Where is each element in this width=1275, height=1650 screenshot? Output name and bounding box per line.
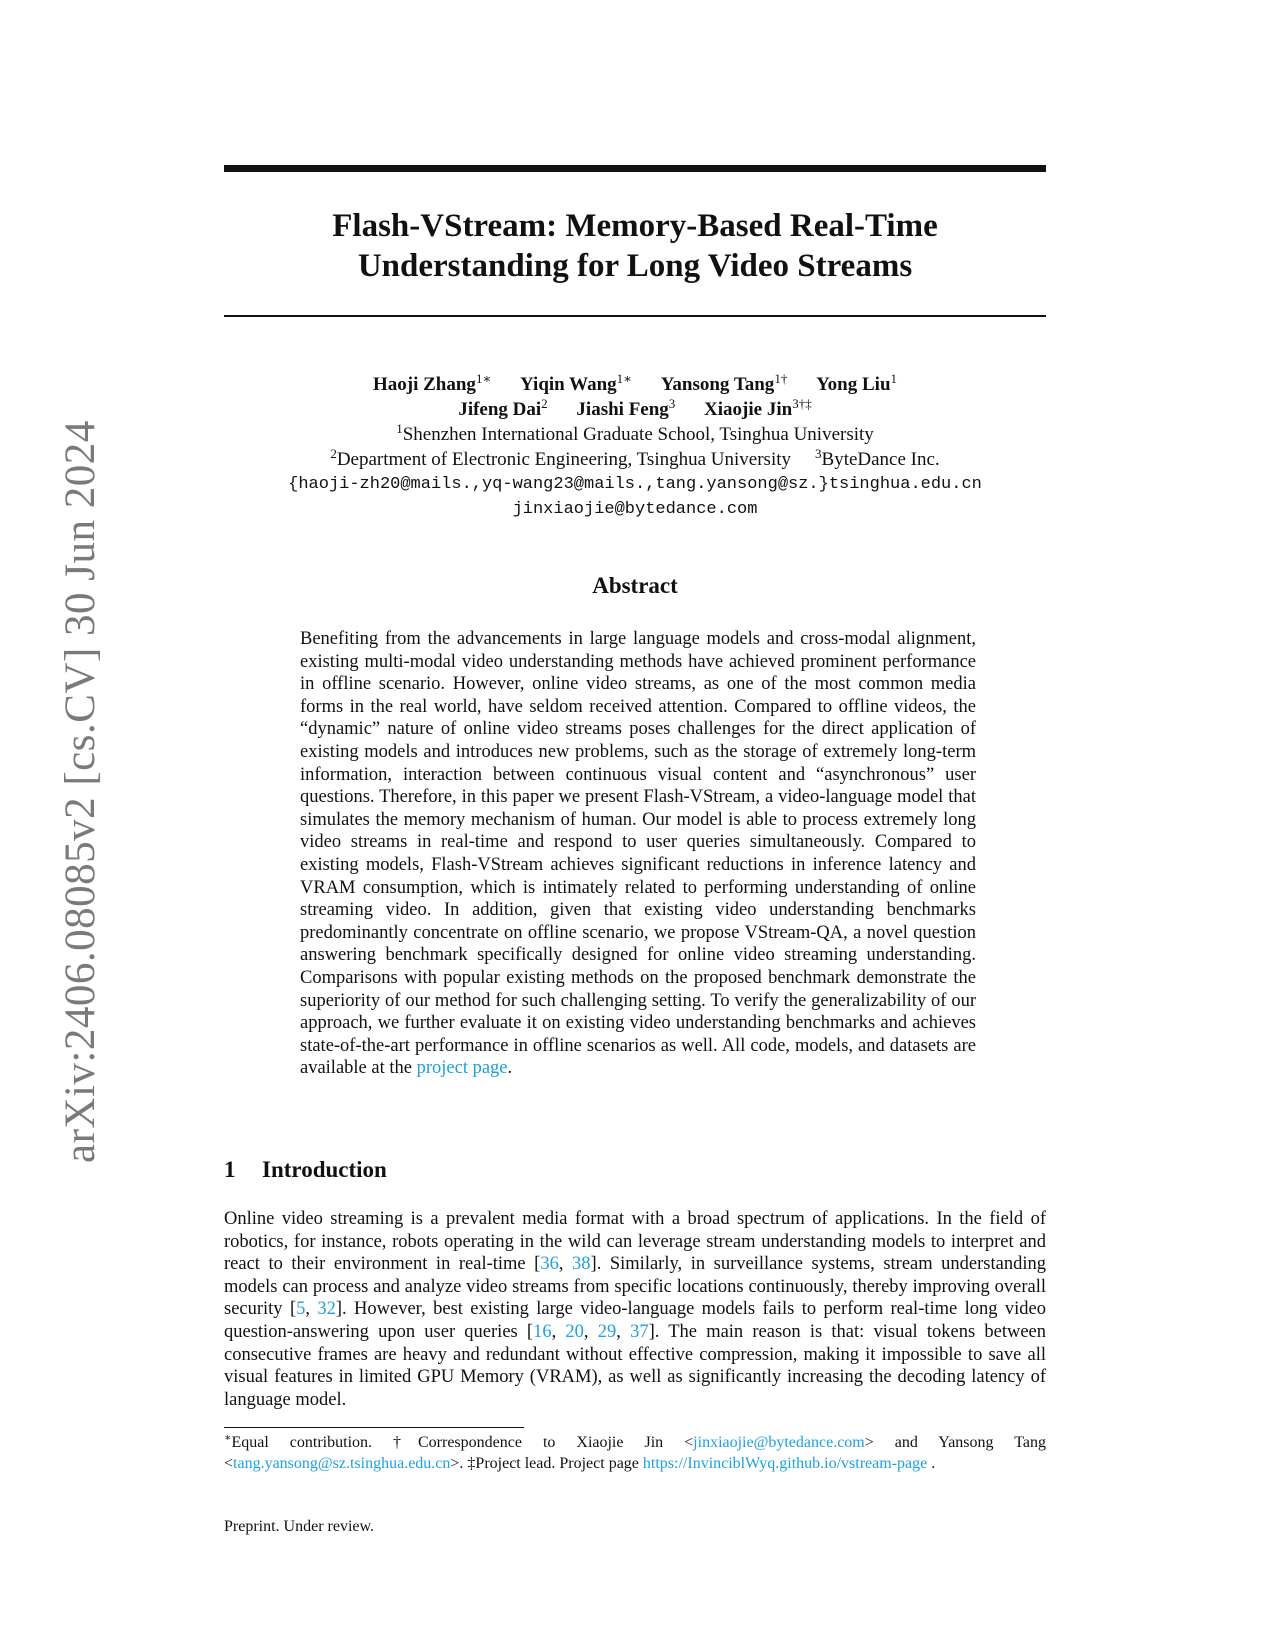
author-name: Yansong Tang	[660, 374, 775, 395]
title-line-1: Flash-VStream: Memory-Based Real-Time	[332, 208, 938, 244]
author-mark: 3†‡	[792, 396, 812, 411]
citation-link[interactable]: 20	[565, 1321, 584, 1342]
citation-link[interactable]: 5	[296, 1299, 306, 1320]
author-name: Haoji Zhang	[372, 374, 476, 395]
title-top-rule	[224, 165, 1046, 172]
citation-link[interactable]: 29	[597, 1321, 617, 1342]
citation-link[interactable]: 38	[572, 1254, 591, 1275]
author-name: Yiqin Wang	[520, 374, 617, 395]
abstract-body: Benefiting from the advancements in large language models and cross-modal alignment, existing multi-modal video understanding methods have achieved prominent performance in offline scenario. However, online video streams, as one of the most common media forms in the real world, have seldom received attention. Compared to offline videos, the “dynamic” nature of online video streams poses challenges for the direct application of existing models and introduces new problems, such as the storage of extremely long-term information, interaction between continuous visual content and “asynchronous” user questions. Therefore, in this paper we present Flash-VStream, a video-language model that simulates the memory mechanism of human. Our model is able to process extremely long video streams in real-time and respond to user queries simultaneously. Compared to existing models, Flash-VStream achieves significant reductions in inference latency and VRAM consumption, which is intimately related to performing understanding of online streaming video. In addition, given that existing video understanding benchmarks predominantly concentrate on offline scenario, we propose VStream-QA, a novel question answering benchmark specifically designed for online video streaming understanding. Comparisons with popular existing methods on the proposed benchmark demonstrate the superiority of our method for such challenging setting. To verify the generalizability of our approach, we further evaluate it on existing video understanding benchmarks and achieves state-of-the-art performance in offline scenarios as well. All code, models, and datasets are available at the project page.	[300, 629, 976, 1079]
author-name: Xiaojie Jin	[704, 399, 793, 420]
affiliation-2-3: $^2$Department of Electronic Engineering, Tsinghua University $^3$ByteDance Inc.	[330, 446, 940, 470]
author-mark: 1†	[774, 371, 788, 386]
title-line-2: Understanding for Long Video Streams	[357, 248, 913, 284]
preprint-notice: Preprint. Under review.	[224, 1518, 375, 1535]
email-link-tang[interactable]: tang.yansong@sz.tsinghua.edu.cn	[233, 1455, 451, 1472]
footnote: ∗Equal contribution. †Correspondence to Xiaojie Jin <jinxiaojie@bytedance.com> and Yansong Tang <tang.yansong@sz.tsinghua.edu.cn>. ‡Project lead. Project page https://InvinciblWyq.github.io/vstream-page .	[224, 1432, 1046, 1472]
author-line-2	[224, 397, 1046, 422]
abstract-text: Benefiting from the advancements in large language models and cross-modal alignment, existing multi-modal video understanding methods have achieved prominent performance in offline scenario. However, online video streams, as one of the most common media forms in the real world, have seldom received attention. Compared to offline videos, the “dynamic” nature of online video streams poses challenges for the direct application of existing models and introduces new problems, such as the storage of extremely long-term information, interaction between continuous visual content and “asynchronous” user questions. Therefore, in this paper we present Flash-VStream, a video-language model that simulates the memory mechanism of human. Our model is able to process extremely long video streams in real-time and respond to user queries simultaneously. Compared to existing models, Flash-VStream achieves significant reductions in inference latency and VRAM consumption, which is intimately related to performing understanding of online streaming video. In addition, given that existing video understanding benchmarks predominantly concentrate on offline scenario, we propose VStream-QA, a novel question answering benchmark specifically designed for online video streaming understanding. Comparisons with popular existing methods on the proposed benchmark demonstrate the superiority of our method for such challenging setting. To verify the generalizability of our approach, we further evaluate it on existing video understanding benchmarks and achieves state-of-the-art performance in offline scenarios as well. All code, models, and datasets are available at the	[300, 629, 976, 1079]
arxiv-stamp: arXiv:2406.08085v2 [cs.CV] 30 Jun 2024	[57, 420, 104, 1163]
author-line-1	[224, 372, 1046, 397]
author-mark: 1	[890, 371, 898, 386]
introduction-paragraph: Online video streaming is a prevalent media format with a broad spectrum of applications. In the field of robotics, for instance, robots operating in the wild can leverage stream understanding models to interpret and react to their environment in real-time [36, 38]. Similarly, in surveillance systems, stream understanding models can process and analyze video streams from specific locations continuously, thereby improving overall security [5, 32]. However, best existing large video-language models fails to perform real-time long video question-answering upon user queries [16, 20, 29, 37]. The main reason is that: visual tokens between consecutive frames are heavy and redundant without effective compression, making it impossible to save all visual features in limited GPU Memory (VRAM), as well as significantly increasing the decoding latency of language model.	[224, 1209, 1047, 1410]
paper-title	[224, 206, 1046, 286]
author-mark: 1∗	[475, 371, 492, 386]
section-heading-introduction	[224, 1157, 387, 1183]
author-block	[224, 372, 1046, 522]
affiliation-1: $^1$Shenzhen International Graduate School, Tsinghua University	[396, 421, 874, 445]
author-name: Jiashi Feng	[576, 399, 669, 420]
author-name: Yong Liu	[816, 374, 891, 395]
citation-link[interactable]: 36	[540, 1254, 559, 1275]
email-line-2: jinxiaojie@bytedance.com	[512, 500, 758, 519]
author-mark: 2	[541, 396, 548, 411]
author-mark: 3	[668, 396, 676, 411]
citation-link[interactable]: 37	[630, 1321, 649, 1342]
citation-link[interactable]: 32	[317, 1299, 336, 1320]
email-line-1: {haoji-zh20@mails.,yq-wang23@mails.,tang.yansong@sz.}tsinghua.edu.cn	[288, 475, 982, 494]
author-name: Jifeng Dai	[458, 399, 542, 420]
project-page-url-link[interactable]: https://InvinciblWyq.github.io/vstream-page	[642, 1455, 928, 1472]
email-link-jin[interactable]: jinxiaojie@bytedance.com	[693, 1434, 865, 1451]
project-page-link[interactable]: project page	[416, 1058, 508, 1079]
author-mark: 1∗	[616, 371, 633, 386]
section-number: 1	[224, 1157, 236, 1182]
citation-link[interactable]: 16	[533, 1321, 552, 1342]
footnote-rule	[224, 1427, 524, 1428]
abstract-heading: Abstract	[592, 573, 678, 598]
section-title: Introduction	[262, 1157, 387, 1182]
title-bottom-rule	[224, 315, 1046, 317]
